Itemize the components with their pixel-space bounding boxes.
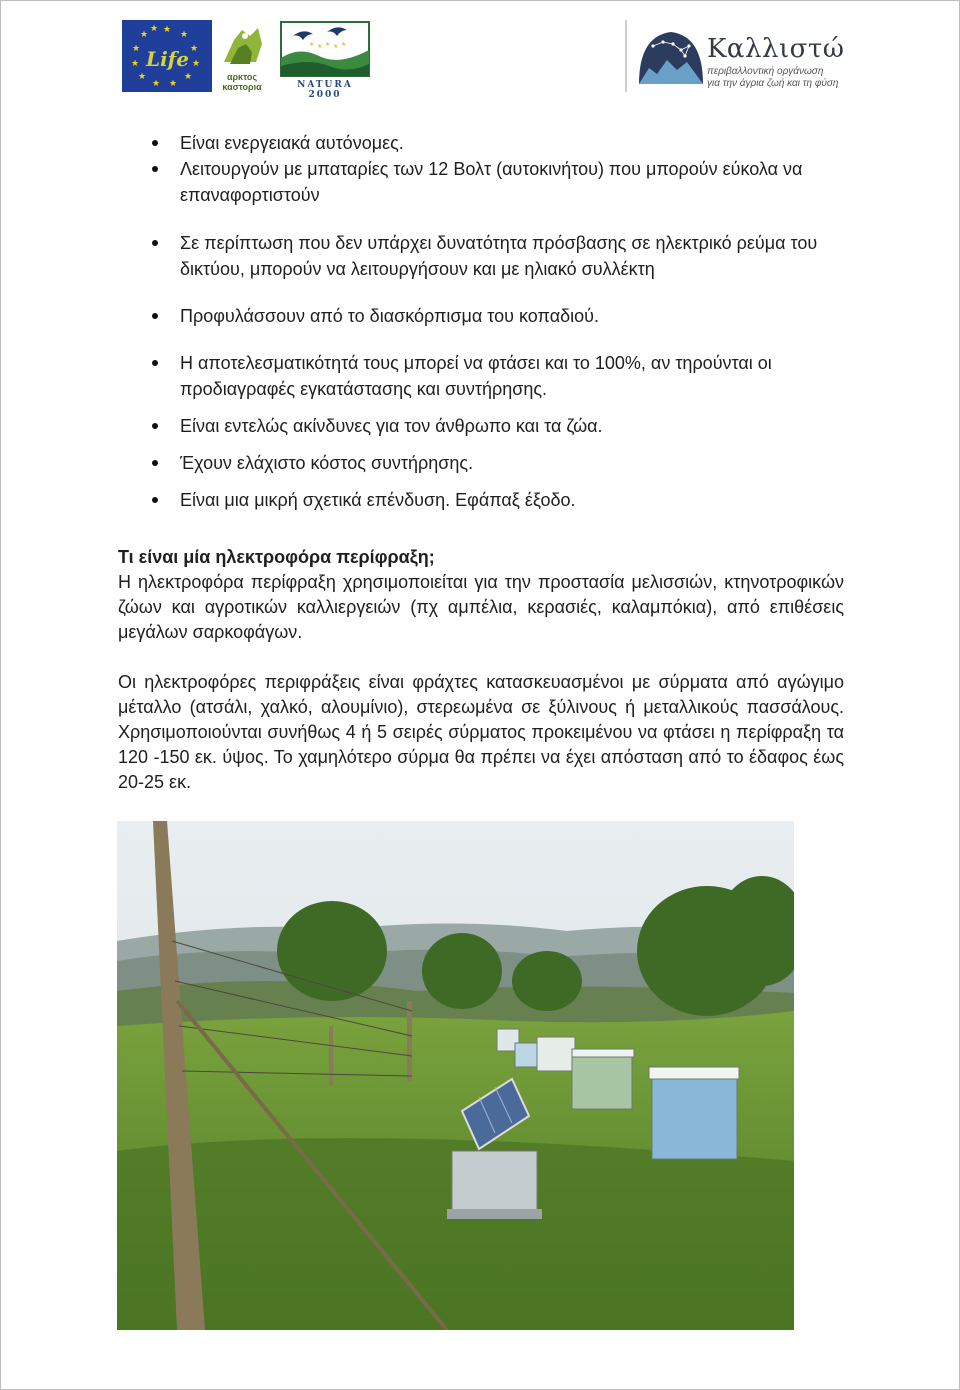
kallisto-subtitle-line1: περιβαλλοντική οργάνωση: [707, 66, 824, 77]
svg-text:★: ★: [138, 72, 147, 82]
svg-text:★: ★: [341, 41, 347, 48]
svg-text:★: ★: [140, 30, 149, 40]
svg-text:★: ★: [132, 44, 141, 54]
list-item: Είναι εντελώς ακίνδυνες για τον άνθρωπο και τα ζώα.: [150, 413, 850, 439]
kallisto-subtitle-line2: για την άγρια ζωή και τη φύση: [707, 78, 839, 89]
list-item: Προφυλάσσουν από το διασκόρπισμα του κοπαδιού.: [150, 303, 850, 329]
list-item: Έχουν ελάχιστο κόστος συντήρησης.: [150, 450, 850, 476]
kallisto-logo-subtitle: [707, 66, 838, 90]
logo-divider: [625, 20, 627, 92]
svg-text:★: ★: [192, 59, 201, 69]
eu-life-logo-icon: [122, 20, 212, 92]
electric-fence-beehives-photo: [117, 821, 794, 1330]
svg-text:★: ★: [131, 59, 140, 69]
list-item: Λειτουργούν με μπαταρίες των 12 Βολτ (αυτοκινήτου) που μπορούν εύκολα να επαναφορτιστούν: [150, 156, 850, 208]
kallisto-logo-name: Καλλιστώ: [707, 34, 845, 64]
document-header: [0, 0, 960, 110]
svg-text:★: ★: [184, 72, 193, 82]
list-item: Σε περίπτωση που δεν υπάρχει δυνατότητα πρόσβασης σε ηλεκτρικό ρεύμα του δικτύου, μπορούν να λειτουργήσουν και με ηλιακό συλλέκτη: [150, 230, 850, 282]
list-item: Είναι μια μικρή σχετικά επένδυση. Εφάπαξ έξοδο.: [150, 487, 850, 513]
list-item: Είναι ενεργειακά αυτόνομες.: [150, 130, 850, 156]
svg-text:★: ★: [180, 30, 189, 40]
svg-text:★: ★: [333, 43, 339, 50]
svg-text:★: ★: [152, 79, 161, 89]
life-logo-text: Life: [146, 47, 189, 71]
svg-text:★: ★: [317, 43, 323, 50]
arktos-bear-logo-icon: [216, 22, 268, 94]
kallisto-constellation-logo-icon: [635, 26, 707, 88]
svg-text:★: ★: [190, 44, 199, 54]
svg-text:★: ★: [325, 41, 331, 48]
svg-text:★: ★: [309, 41, 315, 48]
list-item: Η αποτελεσματικότητά τους μπορεί να φτάσει και το 100%, αν τηρούνται οι προδιαγραφές εγκατάστασης και συντήρησης.: [150, 350, 850, 402]
svg-text:★: ★: [163, 25, 172, 35]
paragraph-fence-purpose: Η ηλεκτροφόρα περίφραξη χρησιμοποιείται για την προστασία μελισσιών, κτηνοτροφικών ζώων και αγροτικών καλλιεργειών (πχ αμπέλια, κερασιές, καλαμπόκια), από επιθέσεις μεγάλων σαρκοφάγων.: [118, 572, 844, 642]
paragraph-fence-construction: Οι ηλεκτροφόρες περιφράξεις είναι φράχτες κατασκευασμένοι με σύρματα από αγώγιμο μέταλλο (ατσάλι, χαλκό, αλουμίνιο), στερεωμένα σε ξύλινους ή μεταλλικούς πασσάλους. Χρησιμοποιούνται συνήθως 4 ή 5 σειρές σύρματος προκειμένου να φτάσει η περίφραξη τα 120 -150 εκ. ύψος. Το χαμηλότερο σύρμα θα πρέπει να έχει απόσταση από το έδαφος έως 20-25 εκ.: [118, 672, 844, 792]
natura-2000-logo-icon: [279, 20, 371, 100]
svg-text:★: ★: [169, 79, 178, 89]
svg-text:★: ★: [150, 24, 159, 34]
natura-logo-label: NATURA 2000: [297, 80, 353, 100]
benefits-list: [150, 130, 850, 513]
arktos-logo-label: αρκτος καστορια: [222, 72, 262, 92]
kallisto-logo: [625, 20, 845, 92]
section-heading: Τι είναι μία ηλεκτροφόρα περίφραξη;: [118, 547, 435, 567]
